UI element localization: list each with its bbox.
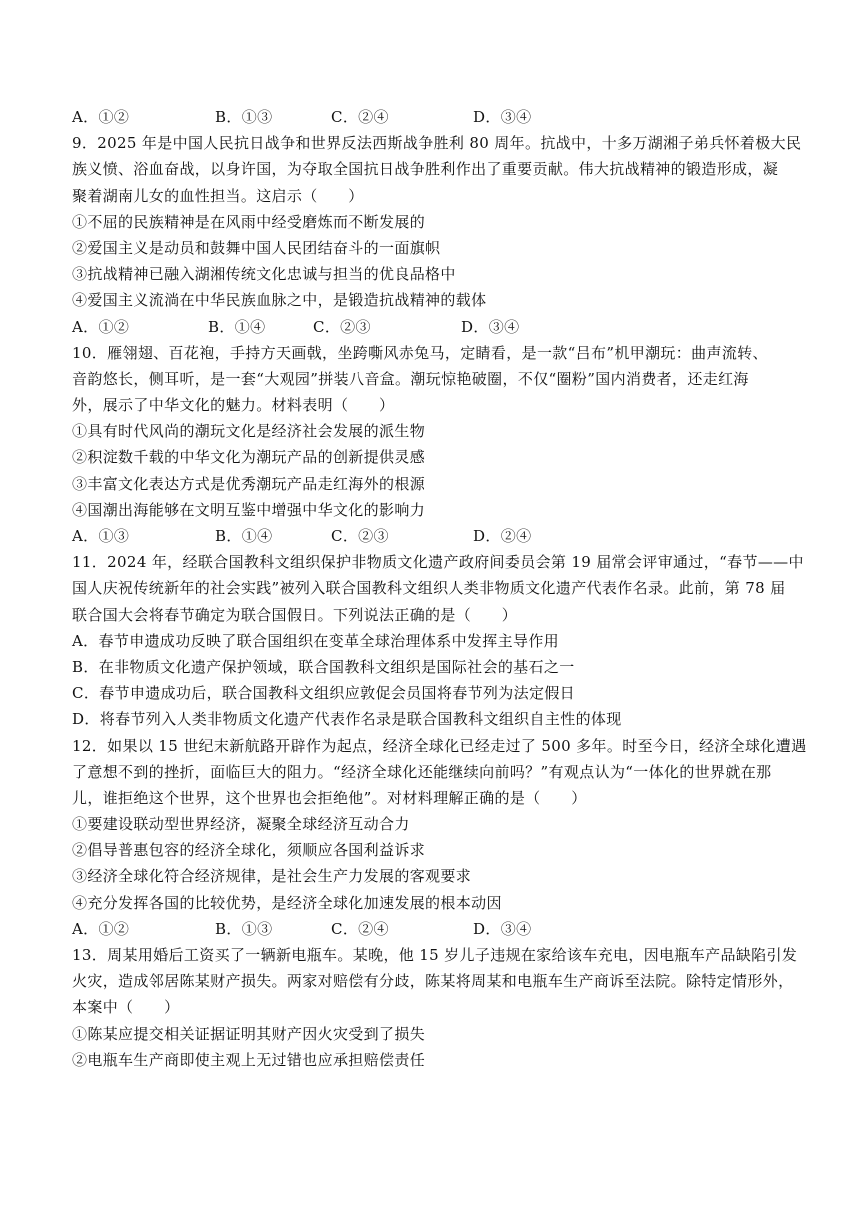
q9-statement-2: ②爱国主义是动员和鼓舞中国人民团结奋斗的一面旗帜 — [72, 238, 441, 257]
q11-choice-d[interactable]: D．将春节列入人类非物质文化遗产代表作名录是联合国教科文组织自主性的体现 — [72, 710, 622, 729]
q11-choice-c[interactable]: C．春节申遗成功后，联合国教科文组织应敦促会员国将春节列为法定假日 — [72, 684, 576, 703]
q9-statement-1: ①不屈的民族精神是在风雨中经受磨炼而不断发展的 — [72, 212, 426, 231]
question-10 — [72, 340, 792, 550]
q8-option-a[interactable]: A．①② — [72, 108, 130, 126]
question-9 — [72, 130, 802, 340]
q9-statement-3: ③抗战精神已融入湖湘传统文化忠诚与担当的优良品格中 — [72, 265, 456, 284]
question-12 — [72, 733, 807, 943]
q11-stem-line: 国人庆祝传统新年的社会实践”被列入联合国教科文组织人类非物质文化遗产代表作名录。此前，第 78 届 — [72, 579, 786, 598]
q12-option-b[interactable]: B．①③ — [215, 919, 273, 938]
q12-stem-line: 儿，谁拒绝这个世界，这个世界也会拒绝他”。对材料理解正确的是（ ） — [72, 788, 587, 807]
q12-option-d[interactable]: D．③④ — [473, 919, 532, 938]
q13-stem-line: 13．周某用婚后工资买了一辆新电瓶车。某晚，他 15 岁儿子违规在家给该车充电，因电瓶车产品缺陷引发 — [72, 946, 798, 964]
question-13 — [72, 942, 798, 1073]
q9-option-c[interactable]: C．②③ — [313, 317, 371, 336]
q10-statement-1: ①具有时代风尚的潮玩文化是经济社会发展的派生物 — [72, 422, 426, 441]
q13-statement-2: ②电瓶车生产商即使主观上无过错也应承担赔偿责任 — [72, 1050, 426, 1069]
q9-options — [72, 314, 792, 340]
q10-stem-line: 10．雁翎翅、百花袍，手持方天画戟，坐跨嘶风赤兔马，定睛看，是一款“吕布”机甲潮玩：曲声流转、 — [72, 343, 768, 362]
q9-stem-line: 族义愤、浴血奋战，以身许国，为夺取全国抗日战争胜利作出了重要贡献。伟大抗战精神的锻造形成，凝 — [72, 160, 779, 179]
q9-stem-line: 聚着湖南儿女的血性担当。这启示（ ） — [72, 186, 364, 205]
q10-options — [72, 523, 792, 549]
q8-options — [72, 104, 792, 130]
q10-stem-line: 音韵悠长，侧耳听，是一套“大观园”拼装八音盒。潮玩惊艳破圈，不仅“圈粉”国内消费者，还走红海 — [72, 369, 749, 388]
q9-option-b[interactable]: B．①④ — [208, 317, 266, 336]
q11-choice-a[interactable]: A．春节申遗成功反映了联合国组织在变革全球治理体系中发挥主导作用 — [72, 631, 560, 650]
q12-statement-3: ③经济全球化符合经济规律，是社会生产力发展的客观要求 — [72, 867, 472, 886]
q10-stem-line: 外，展示了中华文化的魅力。材料表明（ ） — [72, 396, 395, 415]
q10-option-d[interactable]: D．②④ — [473, 527, 532, 545]
q11-stem-line: 联合国大会将春节确定为联合国假日。下列说法正确的是（ ） — [72, 605, 518, 624]
q8-option-d[interactable]: D．③④ — [473, 108, 532, 126]
q10-statement-3: ③丰富文化表达方式是优秀潮玩产品走红海外的根源 — [72, 474, 426, 493]
q13-statement-1: ①陈某应提交相关证据证明其财产因火灾受到了损失 — [72, 1024, 426, 1043]
q11-choice-b[interactable]: B．在非物质文化遗产保护领域，联合国教科文组织是国际社会的基石之一 — [72, 657, 575, 676]
q9-statement-4: ④爱国主义流淌在中华民族血脉之中，是锻造抗战精神的载体 — [72, 291, 487, 310]
q10-option-c[interactable]: C．②③ — [331, 527, 389, 545]
q12-option-c[interactable]: C．②④ — [331, 919, 389, 938]
q12-options — [72, 916, 792, 942]
q8-option-b[interactable]: B．①③ — [215, 108, 273, 126]
q10-statement-4: ④国潮出海能够在文明互鉴中增强中华文化的影响力 — [72, 500, 426, 519]
q13-stem-line: 本案中（ ） — [72, 998, 180, 1017]
q13-stem-line: 火灾，造成邻居陈某财产损失。两家对赔偿有分歧，陈某将周某和电瓶车生产商诉至法院。除特定情形外， — [72, 972, 794, 991]
q12-stem-line: 12．如果以 15 世纪末新航路开辟作为起点，经济全球化已经走过了 500 多年。时至今日，经济全球化遭遇 — [72, 736, 807, 755]
question-11 — [72, 549, 804, 732]
q12-stem-line: 了意想不到的挫折，面临巨大的阻力。“经济全球化还能继续向前吗？”有观点认为“一体化的世界就在那 — [72, 762, 772, 781]
q11-stem-line: 11．2024 年，经联合国教科文组织保护非物质文化遗产政府间委员会第 19 届常会评审通过，“春节——中 — [72, 553, 804, 572]
exam-page — [72, 104, 807, 1073]
q10-option-a[interactable]: A．①③ — [72, 527, 130, 545]
q8-option-c[interactable]: C．②④ — [331, 108, 389, 126]
q9-option-d[interactable]: D．③④ — [461, 317, 520, 336]
q12-statement-1: ①要建设联动型世界经济，凝聚全球经济互动合力 — [72, 815, 410, 834]
q10-statement-2: ②积淀数千载的中华文化为潮玩产品的创新提供灵感 — [72, 448, 426, 467]
q12-statement-4: ④充分发挥各国的比较优势，是经济全球化加速发展的根本动因 — [72, 893, 502, 912]
q9-option-a[interactable]: A．①② — [72, 317, 130, 336]
q12-statement-2: ②倡导普惠包容的经济全球化，须顺应各国利益诉求 — [72, 841, 426, 860]
q9-stem-line: 9．2025 年是中国人民抗日战争和世界反法西斯战争胜利 80 周年。抗战中，十多万湖湘子弟兵怀着极大民 — [72, 134, 802, 153]
q12-option-a[interactable]: A．①② — [72, 919, 130, 938]
q10-option-b[interactable]: B．①④ — [215, 527, 273, 545]
